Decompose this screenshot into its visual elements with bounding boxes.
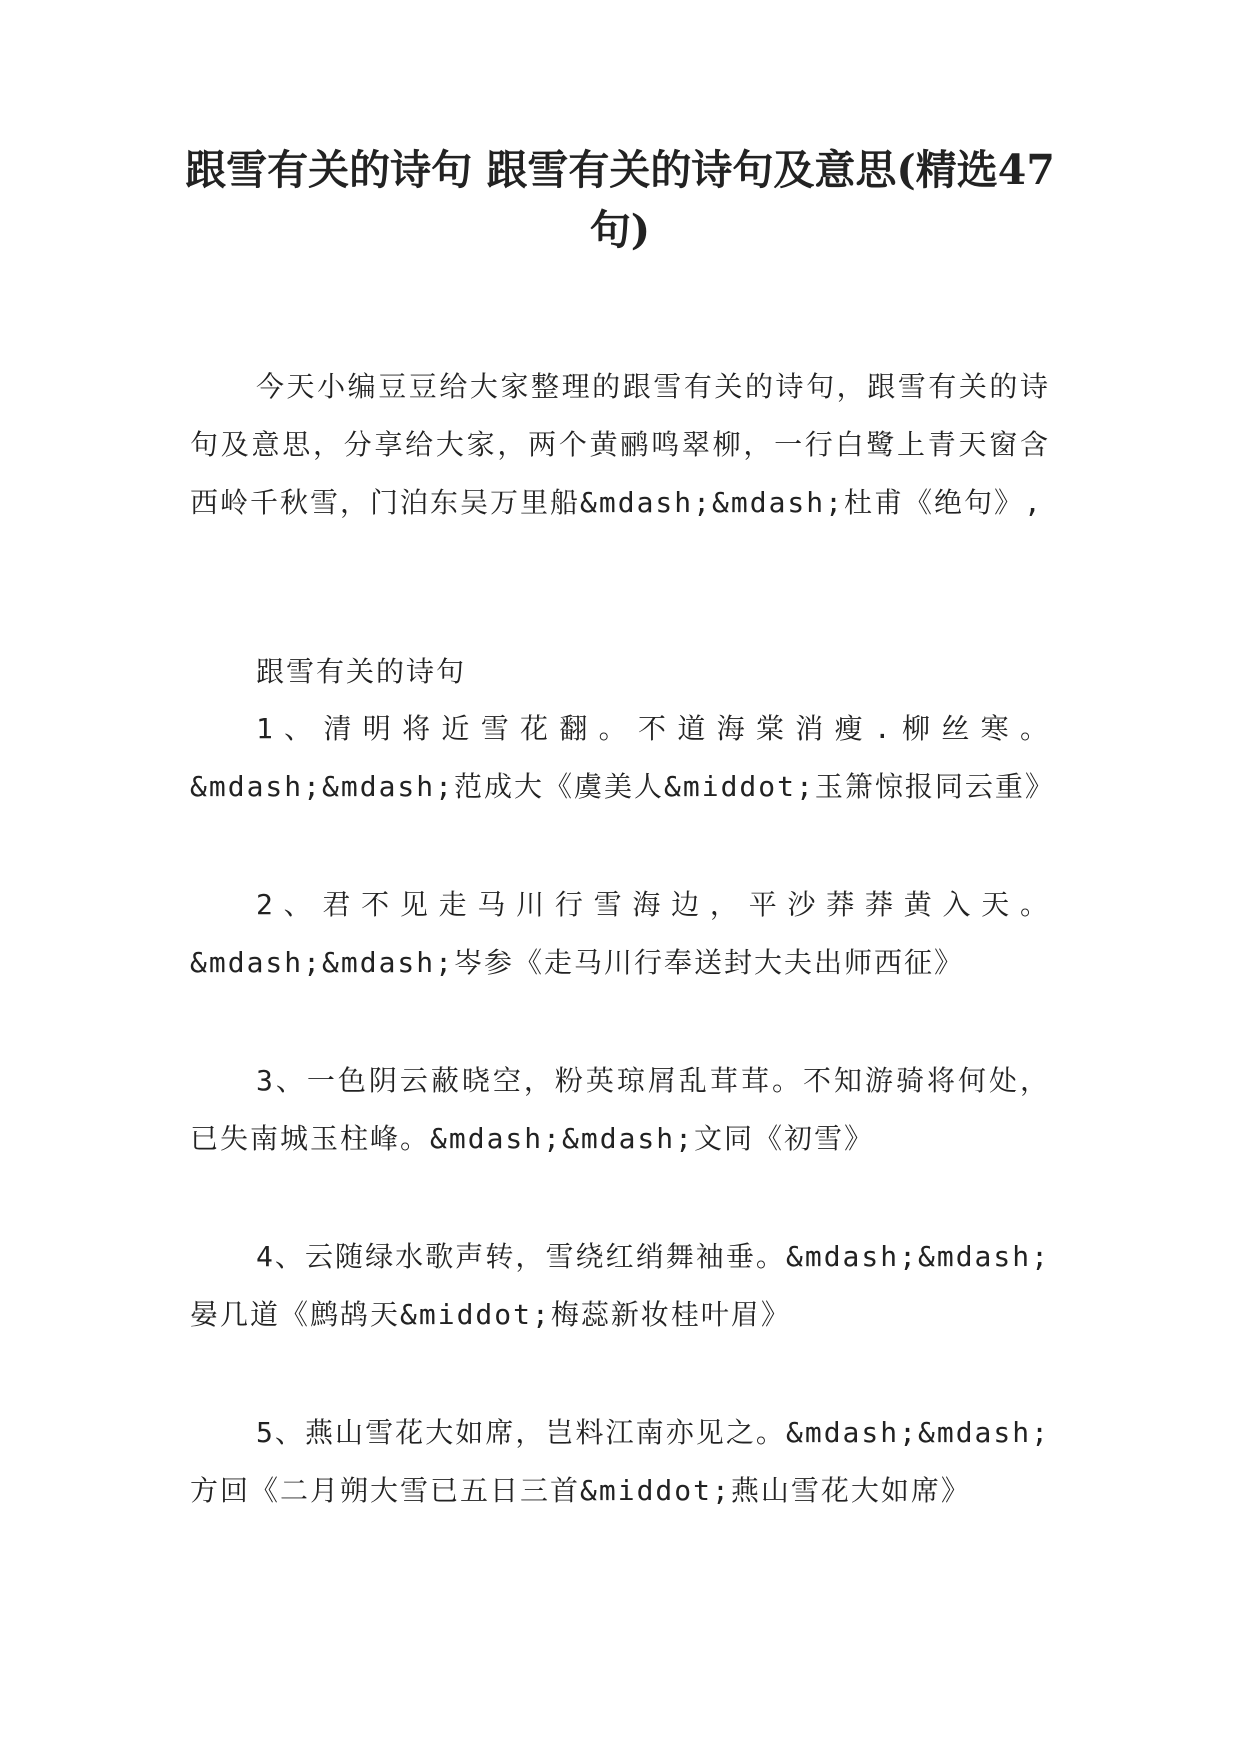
section-heading: 跟雪有关的诗句 [256, 655, 467, 688]
intro-paragraph: 今天小编豆豆给大家整理的跟雪有关的诗句，跟雪有关的诗句及意思，分享给大家，两个黄鹂鸣翠柳，一行白鹭上青天窗含西岭千秋雪，门泊东吴万里船&mdash;&mdash;杜甫《绝句》, [190, 370, 1050, 519]
poem-item: 5、燕山雪花大如席，岂料江南亦见之。&mdash;&mdash;方回《二月朔大雪已五日三首&middot;燕山雪花大如席》 [190, 1416, 1050, 1507]
page-title: 跟雪有关的诗句 跟雪有关的诗句及意思(精选47句) [185, 146, 1055, 254]
poem-item: 2、君不见走马川行雪海边，平沙莽莽黄入天。&mdash;&mdash;岑参《走马川行奉送封大夫出师西征》 [190, 888, 1050, 979]
poem-item: 1、清明将近雪花翻。不道海棠消瘦.柳丝寒。&mdash;&mdash;范成大《虞美人&middot;玉箫惊报同云重》 [190, 712, 1055, 803]
poem-item: 3、一色阴云蔽晓空，粉英琼屑乱茸茸。不知游骑将何处，已失南城玉柱峰。&mdash;&mdash;文同《初雪》 [190, 1064, 1050, 1155]
poem-item: 4、云随绿水歌声转，雪绕红绡舞袖垂。&mdash;&mdash;晏几道《鹧鸪天&middot;梅蕊新妆桂叶眉》 [190, 1240, 1050, 1331]
